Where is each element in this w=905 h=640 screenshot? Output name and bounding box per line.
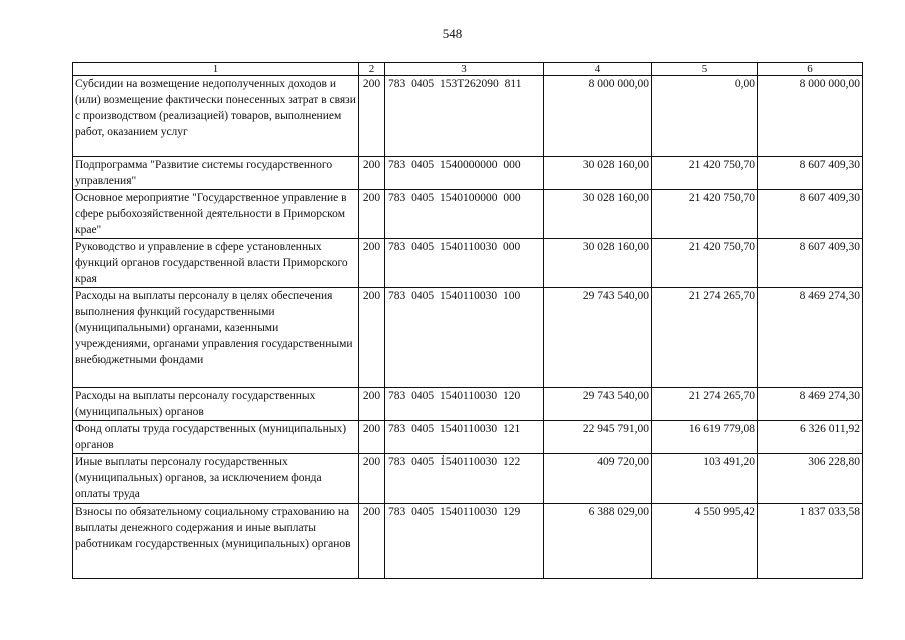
budget-classification-code: 783 0405 1540110030 120	[385, 388, 544, 421]
expense-name: Иные выплаты персоналу государственных (муниципальных) органов, за исключением фонда оплаты труда	[73, 454, 359, 504]
executed-amount: 21 420 750,70	[652, 239, 758, 288]
approved-amount: 30 028 160,00	[544, 239, 652, 288]
expense-name: Основное мероприятие "Государственное управление в сфере рыбохозяйственной деятельности в Приморском крае"	[73, 190, 359, 239]
budget-classification-code: 783 0405 153Т262090 811	[385, 76, 544, 157]
expense-name: Взносы по обязательному социальному страхованию на выплаты денежного содержания и иные выплаты работникам государственных (муниципальных) органов	[73, 504, 359, 579]
budget-classification-code: 783 0405 1540110030 000	[385, 239, 544, 288]
unexecuted-amount: 8 607 409,30	[758, 239, 863, 288]
line-code: 200	[359, 190, 385, 239]
table-row	[73, 454, 863, 504]
table-row	[73, 190, 863, 239]
header-cell: 6	[758, 63, 863, 76]
executed-amount: 0,00	[652, 76, 758, 157]
line-code: 200	[359, 239, 385, 288]
unexecuted-amount: 1 837 033,58	[758, 504, 863, 579]
header-cell: 2	[359, 63, 385, 76]
header-cell: 1	[73, 63, 359, 76]
expense-name: Субсидии на возмещение недополученных доходов и (или) возмещение фактически понесенных затрат в связи с производством (реализацией) товаров, выполнением работ, оказанием услуг	[73, 76, 359, 157]
expense-name: Расходы на выплаты персоналу в целях обеспечения выполнения функций государственными (муниципальными) органами, казенными учреждениями, органами управления государственными внебюджетными фондами	[73, 288, 359, 388]
unexecuted-amount: 8 000 000,00	[758, 76, 863, 157]
executed-amount: 21 420 750,70	[652, 157, 758, 190]
executed-amount: 21 420 750,70	[652, 190, 758, 239]
executed-amount: 16 619 779,08	[652, 421, 758, 454]
unexecuted-amount: 8 607 409,30	[758, 190, 863, 239]
budget-classification-code: 783 0405 1540000000 000	[385, 157, 544, 190]
approved-amount: 30 028 160,00	[544, 190, 652, 239]
budget-classification-code: 783 0405 1540110030 122	[385, 454, 544, 504]
table-row	[73, 388, 863, 421]
header-row	[73, 63, 863, 76]
approved-amount: 409 720,00	[544, 454, 652, 504]
header-cell: 5	[652, 63, 758, 76]
line-code: 200	[359, 504, 385, 579]
executed-amount: 21 274 265,70	[652, 388, 758, 421]
unexecuted-amount: 8 469 274,30	[758, 388, 863, 421]
budget-classification-code: 783 0405 1540110030 129	[385, 504, 544, 579]
expense-name: Фонд оплаты труда государственных (муниципальных) органов	[73, 421, 359, 454]
executed-amount: 4 550 995,42	[652, 504, 758, 579]
unexecuted-amount: 306 228,80	[758, 454, 863, 504]
approved-amount: 6 388 029,00	[544, 504, 652, 579]
expense-name: Руководство и управление в сфере установленных функций органов государственной власти Приморского края	[73, 239, 359, 288]
approved-amount: 29 743 540,00	[544, 288, 652, 388]
unexecuted-amount: 6 326 011,92	[758, 421, 863, 454]
budget-classification-code: 783 0405 1540100000 000	[385, 190, 544, 239]
line-code: 200	[359, 421, 385, 454]
unexecuted-amount: 8 469 274,30	[758, 288, 863, 388]
line-code: 200	[359, 76, 385, 157]
approved-amount: 8 000 000,00	[544, 76, 652, 157]
line-code: 200	[359, 388, 385, 421]
table-row	[73, 157, 863, 190]
expense-name: Расходы на выплаты персоналу государственных (муниципальных) органов	[73, 388, 359, 421]
table-row	[73, 288, 863, 388]
approved-amount: 30 028 160,00	[544, 157, 652, 190]
line-code: 200	[359, 454, 385, 504]
scan-speck: ,	[442, 448, 445, 459]
approved-amount: 22 945 791,00	[544, 421, 652, 454]
table-row	[73, 504, 863, 579]
budget-table	[72, 62, 863, 579]
table-row	[73, 239, 863, 288]
executed-amount: 103 491,20	[652, 454, 758, 504]
header-cell: 4	[544, 63, 652, 76]
header-cell: 3	[385, 63, 544, 76]
line-code: 200	[359, 157, 385, 190]
page-number: 548	[442, 26, 463, 41]
expense-name: Подпрограмма "Развитие системы государственного управления"	[73, 157, 359, 190]
unexecuted-amount: 8 607 409,30	[758, 157, 863, 190]
budget-classification-code: 783 0405 1540110030 121	[385, 421, 544, 454]
budget-classification-code: 783 0405 1540110030 100	[385, 288, 544, 388]
table-row	[73, 76, 863, 157]
table-row	[73, 421, 863, 454]
line-code: 200	[359, 288, 385, 388]
approved-amount: 29 743 540,00	[544, 388, 652, 421]
executed-amount: 21 274 265,70	[652, 288, 758, 388]
